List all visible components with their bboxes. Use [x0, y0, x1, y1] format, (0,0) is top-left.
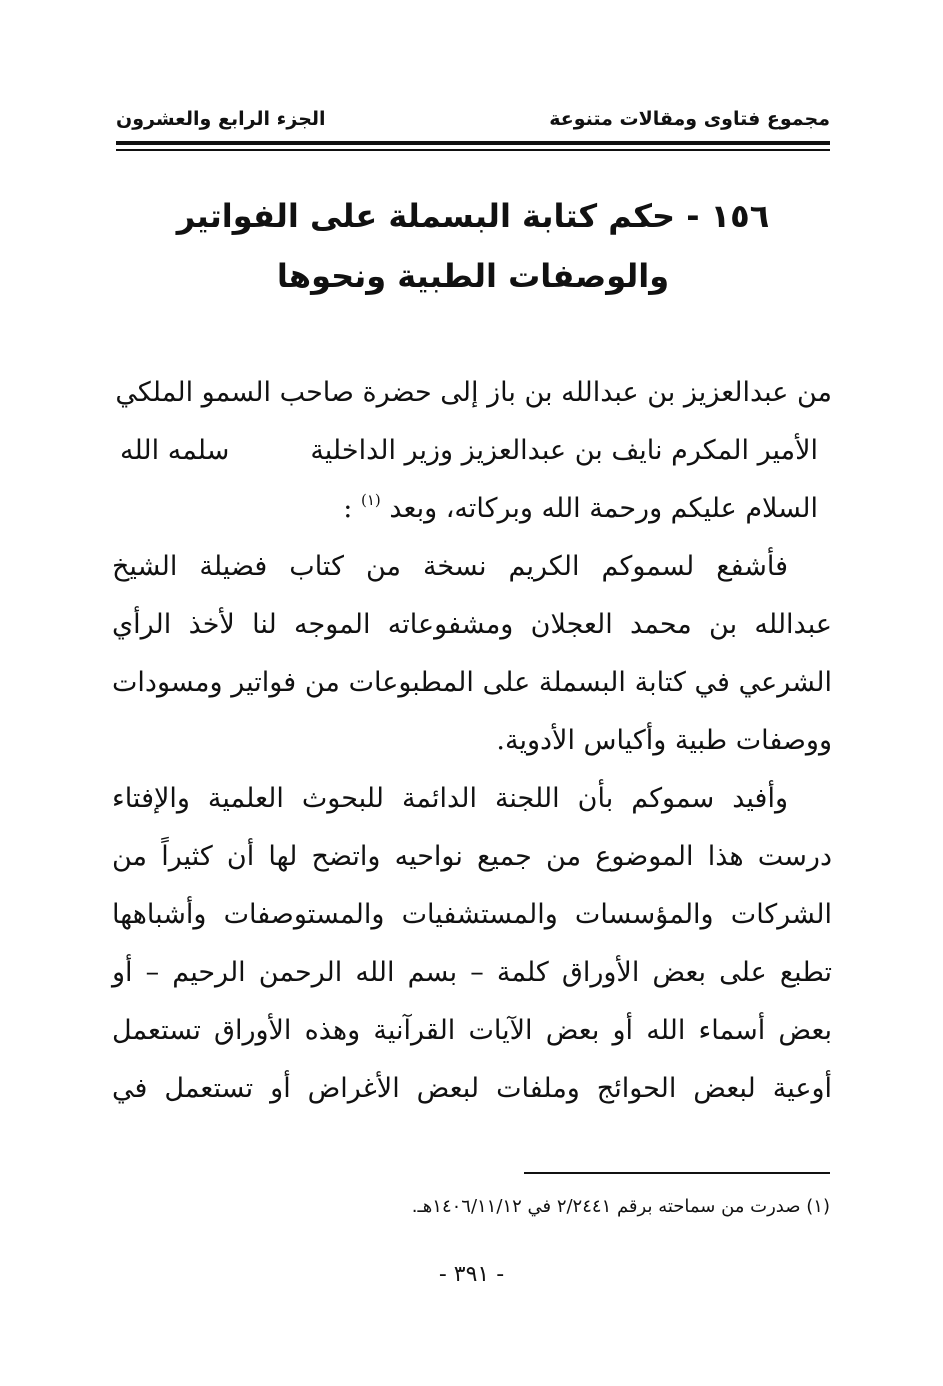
addressee-name: الأمير المكرم نايف بن عبدالعزيز وزير الداخلية: [310, 435, 818, 466]
paragraph-1-line: فأشفع لسموكم الكريم نسخة من كتاب فضيلة الشيخ: [112, 551, 788, 582]
running-header: [116, 108, 830, 138]
header-rule-thick: [116, 141, 830, 145]
greeting-colon: :: [343, 493, 353, 524]
paragraph-2-line: أوعية لبعض الحوائج وملفات لبعض الأغراض أو تستعمل في: [112, 1073, 832, 1104]
footnote-separator: [524, 1172, 830, 1174]
footnote-marker: (١): [361, 491, 381, 509]
paragraph-2: [112, 770, 832, 1118]
paragraph-1-line: ووصفات طبية وأكياس الأدوية.: [496, 725, 832, 756]
body-text: [112, 364, 832, 1118]
letter-from-line: من عبدالعزيز بن عبدالله بن باز إلى حضرة صاحب السمو الملكي: [115, 377, 832, 408]
paragraph-2-line: درست هذا الموضوع من جميع نواحيه واتضح لها أن كثيراً من: [112, 841, 832, 872]
header-rule-thin: [116, 149, 830, 151]
section-title-line-1: ١٥٦ - حكم كتابة البسملة على الفواتير: [176, 197, 770, 235]
greeting-text: السلام عليكم ورحمة الله وبركاته، وبعد: [389, 493, 818, 524]
paragraph-1-line: عبدالله بن محمد العجلان ومشفوعاته الموجه لنا لأخذ الرأي: [112, 609, 832, 640]
letter-addressee-line: [112, 422, 832, 480]
letter-greeting-line: [112, 480, 832, 538]
footnote: (١) صدرت من سماحته برقم ٢/٢٤٤١ في ١٤٠٦/١١/١٢هـ.: [411, 1196, 830, 1217]
paragraph-2-line: بعض أسماء الله أو بعض الآيات القرآنية وهذه الأوراق تستعمل: [112, 1015, 832, 1046]
addressee-blessing: سلمه الله: [120, 435, 230, 466]
section-title: [130, 186, 816, 306]
paragraph-2-line: وأفيد سموكم بأن اللجنة الدائمة للبحوث العلمية والإفتاء: [112, 783, 788, 814]
page-number: - ٣٩١ -: [438, 1262, 505, 1287]
paragraph-2-line: الشركات والمؤسسات والمستشفيات والمستوصفات وأشباهها: [112, 899, 832, 930]
paragraph-2-line: تطبع على بعض الأوراق كلمة – بسم الله الرحمن الرحيم – أو: [112, 957, 832, 988]
header-book-title: مجموع فتاوى ومقالات متنوعة: [549, 108, 830, 130]
paragraph-1: [112, 538, 832, 770]
paragraph-1-line: الشرعي في كتابة البسملة على المطبوعات من فواتير ومسودات: [112, 667, 832, 698]
header-volume: الجزء الرابع والعشرون: [116, 108, 326, 130]
section-title-line-2: والوصفات الطبية ونحوها: [276, 257, 670, 295]
